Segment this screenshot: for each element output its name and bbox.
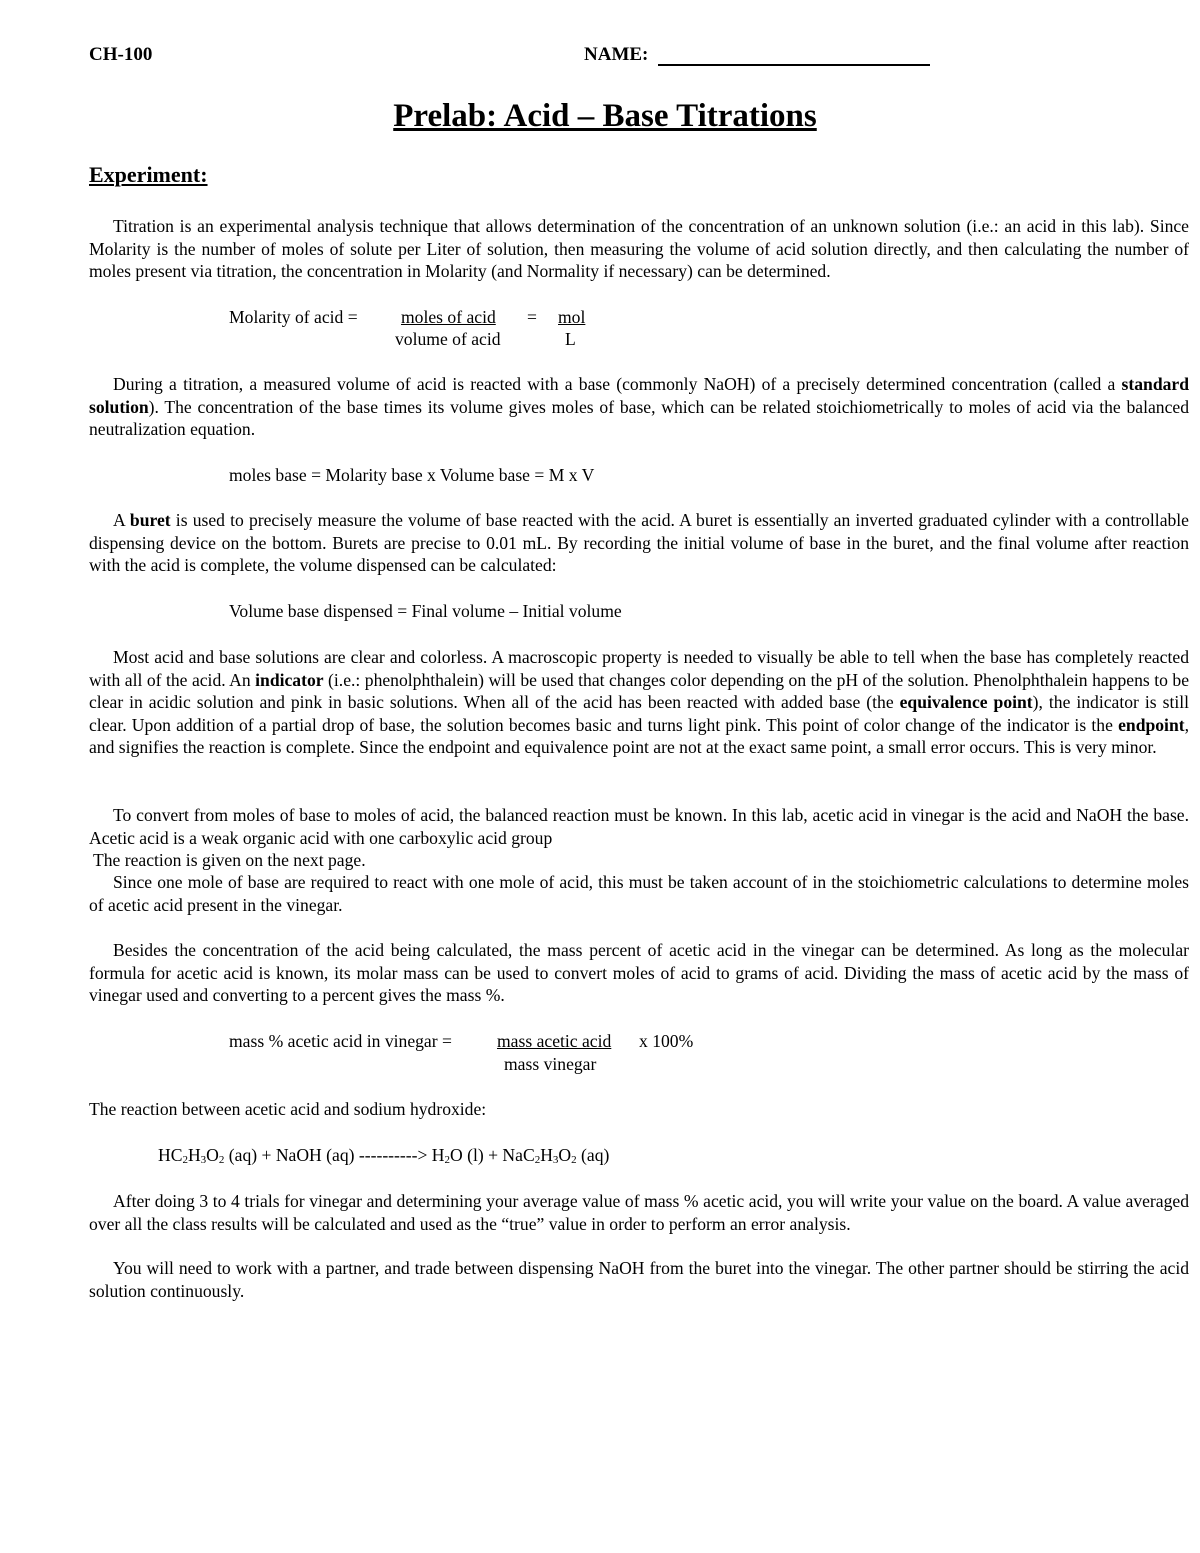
molarity-equation-denominator: volume of acid xyxy=(395,329,501,349)
paragraph-buret: A buret is used to precisely measure the volume of base reacted with the acid. A buret is essentially an inverted graduated cylinder with a controllable dispensing device on the bottom. Burets are precise to 0.01 mL. By recording the initial volume of base in the buret, and the final volume after reaction with the acid is complete, the volume dispensed can be calculated: xyxy=(89,510,1189,575)
paragraph-conversion-line3: Since one mole of base are required to react with one mole of acid, this must be taken account of in the stoichiometric calculations to determine moles of acetic acid present in the vinegar. xyxy=(89,872,1189,915)
molarity-equation-mol: mol xyxy=(558,307,586,327)
molarity-equation-lhs: Molarity of acid = xyxy=(229,307,358,327)
paragraph-partner: You will need to work with a partner, and trade between dispensing NaOH from the buret into the vinegar. The other partner should be stirring the acid solution continuously. xyxy=(89,1258,1189,1301)
paragraph-titration-process: During a titration, a measured volume of acid is reacted with a base (commonly NaOH) of a precisely determined concentration (called a standard solution). The concentration of the base times its volume gives moles of base, which can be related stoichiometrically to moles of acid via the balanced neutralization equation. xyxy=(89,374,1189,439)
paragraph-indicator: Most acid and base solutions are clear and colorless. A macroscopic property is needed to visually be able to tell when the base has completely reacted with all of the acid. An indicator (i.e.: phenolphthalein) will be used that changes color depending on the pH of the solution. Phenolphthalein happens to be clear in acidic solution and pink in basic solutions. When all of the acid has been reacted with added base (the equivalence point), the indicator is still clear. Upon addition of a partial drop of base, the solution becomes basic and turns light pink. This point of color change of the indicator is the endpoint, and signifies the reaction is complete. Since the endpoint and equivalence point are not at the exact same point, a small error occurs. This is very minor. xyxy=(89,647,1189,757)
course-code: CH-100 xyxy=(89,44,153,65)
paragraph-trials: After doing 3 to 4 trials for vinegar and determining your average value of mass % acetic acid, you will write your value on the board. A value averaged over all the class results will be calculated and used as the “true” value in order to perform an error analysis. xyxy=(89,1191,1189,1234)
reaction-equation: $HC_2H_3O_2$ (aq) + NaOH (aq) ----------> $H_2O$ $(l) + NaC_2H_3O_2$ (aq) xyxy=(158,1145,610,1166)
name-blank-line[interactable] xyxy=(658,46,930,66)
paragraph-mass-percent: Besides the concentration of the acid being calculated, the mass percent of acetic acid in the vinegar can be determined. As long as the molecular formula for acetic acid is known, its molar mass can be used to convert moles of acid to grams of acid. Dividing the mass of acetic acid by the mass of vinegar used and converting to a percent gives the mass %. xyxy=(89,940,1189,1005)
mass-percent-equation-lhs: mass % acetic acid in vinegar = xyxy=(229,1031,452,1051)
mass-percent-equation-numerator: mass acetic acid xyxy=(497,1031,612,1051)
mass-percent-equation-multiplier: x 100% xyxy=(639,1031,694,1051)
term-endpoint: endpoint xyxy=(1118,714,1185,735)
molarity-equation-equals: = xyxy=(527,307,537,327)
paragraph-conversion-line2: The reaction is given on the next page. xyxy=(93,850,366,870)
term-standard-solution: standard solution xyxy=(89,374,1189,417)
reaction-intro: The reaction between acetic acid and sodium hydroxide: xyxy=(89,1099,487,1119)
paragraph-conversion-line1: To convert from moles of base to moles of acid, the balanced reaction must be known. In this lab, acetic acid in vinegar is the acid and NaOH the base. Acetic acid is a weak organic acid with one carboxylic acid group xyxy=(89,805,1189,848)
term-buret: buret xyxy=(129,510,171,530)
name-field xyxy=(584,44,930,66)
term-indicator: indicator xyxy=(255,669,324,690)
term-equivalence-point: equivalence point xyxy=(899,692,1033,712)
section-heading-experiment: Experiment: xyxy=(89,162,208,187)
paragraph-titration-intro: Titration is an experimental analysis technique that allows determination of the concentration of an unknown solution (i.e.: an acid in this lab). Since Molarity is the number of moles of solute per Liter of solution, then measuring the volume of acid solution directly, and then calculating the number of moles present via titration, the concentration in Molarity (and Normality if necessary) can be determined. xyxy=(89,216,1189,281)
molarity-equation-numerator: moles of acid xyxy=(401,307,496,327)
mass-percent-equation-denominator: mass vinegar xyxy=(504,1054,597,1074)
name-label: NAME: xyxy=(584,44,649,65)
molarity-equation-liter: L xyxy=(565,329,576,349)
moles-base-equation: moles base = Molarity base x Volume base = M x V xyxy=(229,465,595,485)
volume-dispensed-equation: Volume base dispensed = Final volume – Initial volume xyxy=(229,601,622,621)
page-title: Prelab: Acid – Base Titrations xyxy=(393,98,817,134)
